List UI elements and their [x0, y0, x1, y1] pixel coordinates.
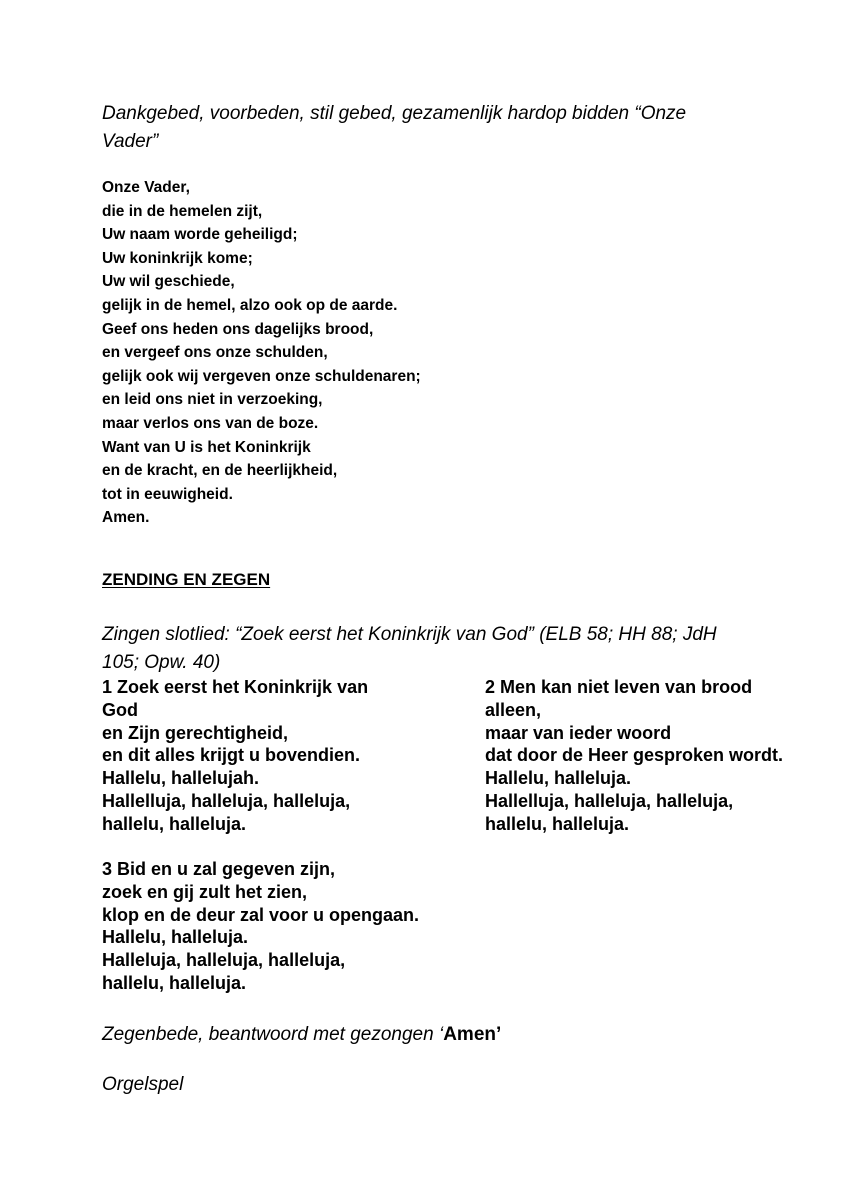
song-verse-3 [102, 858, 419, 995]
prayer-line: Onze Vader, [102, 179, 190, 196]
verse-line: Hallelluja, halleluja, halleluja, [485, 790, 734, 811]
verse-line: alleen, [485, 699, 542, 720]
verse-line: Hallelu, halleluja. [485, 768, 632, 789]
prayer-line: Geef ons heden ons dagelijks brood, [102, 320, 374, 338]
verse-line: dat door de Heer gesproken wordt. [485, 745, 784, 766]
verse-line: Hallelluja, halleluja, halleluja, [102, 790, 351, 811]
song-verse-1 [102, 676, 368, 836]
song-verse-2 [485, 676, 783, 836]
verse-line: en Zijn gerechtigheid, [102, 722, 289, 743]
verse-line: Hallelu, hallelujah. [102, 768, 260, 789]
prayer-intro [102, 100, 762, 156]
our-father-prayer [102, 176, 602, 530]
prayer-line: en leid ons niet in verzoeking, [102, 391, 323, 409]
blessing-amen: Amen’ [443, 1024, 502, 1045]
verse-line: en dit alles krijgt u bovendien. [102, 745, 361, 766]
verse-line: klop en de deur zal voor u opengaan. [102, 904, 420, 925]
verse-line: hallelu, halleluja. [102, 972, 247, 993]
organ-postlude: Orgelspel [102, 1074, 184, 1095]
prayer-line: en de kracht, en de heerlijkheid, [102, 462, 338, 480]
blessing-text: Zegenbede, beantwoord met gezongen ‘ [102, 1024, 444, 1045]
verse-line: maar van ieder woord [485, 722, 672, 743]
verse-line: Hallelu, halleluja. [102, 927, 249, 948]
prayer-line: gelijk ook wij vergeven onze schuldenaren; [102, 367, 421, 385]
verse-line: Halleluja, halleluja, halleluja, [102, 950, 346, 971]
song-intro-line-1: Zingen slotlied: “Zoek eerst het Koninkrijk van God” (ELB 58; HH 88; JdH [102, 624, 717, 645]
prayer-line: Uw wil geschiede, [102, 273, 235, 291]
prayer-line: Want van U is het Koninkrijk [102, 438, 311, 456]
verse-line: God [102, 699, 138, 720]
prayer-line: die in de hemelen zijt, [102, 202, 263, 220]
prayer-line: maar verlos ons van de boze. [102, 414, 319, 432]
blessing-line [102, 1021, 501, 1049]
section-heading: ZENDING EN ZEGEN [102, 570, 271, 589]
prayer-line: Uw koninkrijk kome; [102, 249, 253, 267]
prayer-line: Uw naam worde geheiligd; [102, 226, 298, 244]
prayer-line: en vergeef ons onze schulden, [102, 344, 328, 362]
verse-line: hallelu, halleluja. [485, 813, 630, 834]
verse-line: 2 Men kan niet leven van brood [485, 677, 753, 697]
prayer-intro-line-1: Dankgebed, voorbeden, stil gebed, gezamenlijk hardop bidden “Onze [102, 103, 687, 124]
verse-line: hallelu, halleluja. [102, 813, 247, 834]
closing-song-intro [102, 621, 782, 677]
song-intro-line-2: 105; Opw. 40) [102, 652, 221, 673]
verse-line: 3 Bid en u zal gegeven zijn, [102, 859, 336, 879]
prayer-intro-line-2: Vader” [102, 131, 159, 152]
verse-line: zoek en gij zult het zien, [102, 881, 308, 902]
prayer-line: gelijk in de hemel, alzo ook op de aarde. [102, 296, 398, 314]
verse-line: 1 Zoek eerst het Koninkrijk van [102, 677, 369, 697]
prayer-line: tot in eeuwigheid. [102, 485, 233, 503]
prayer-line: Amen. [102, 509, 150, 527]
